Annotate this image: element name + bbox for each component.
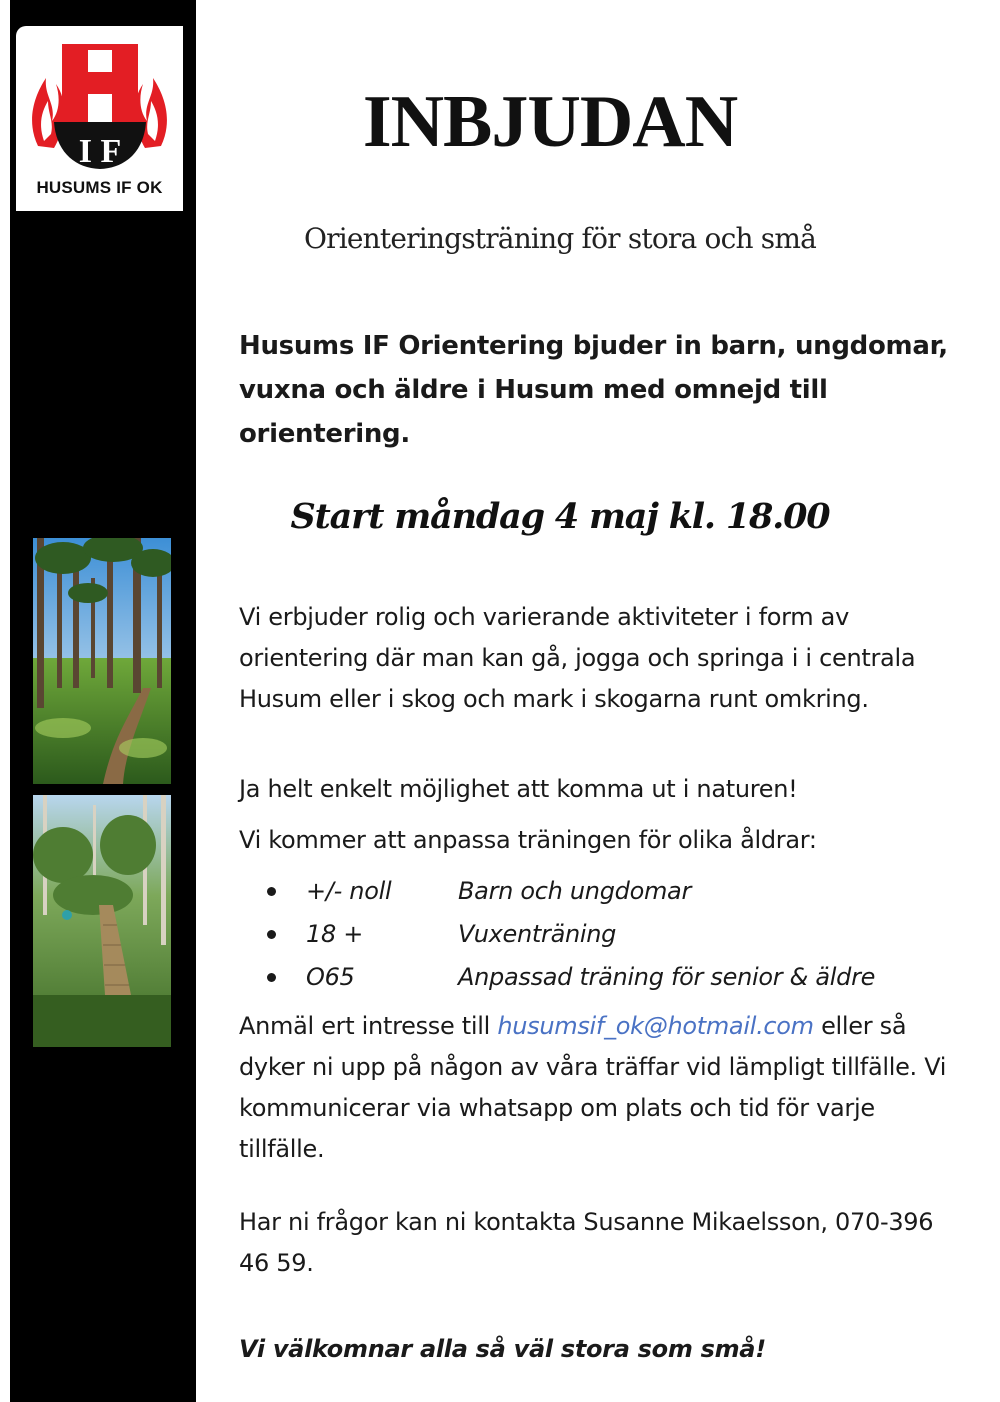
start-date: Start måndag 4 maj kl. 18.00 (290, 496, 830, 537)
ages-intro: Vi kommer att anpassa träningen för olika åldrar: (239, 826, 817, 854)
forest-photo (33, 538, 171, 784)
boardwalk-photo (33, 795, 171, 1047)
intro-text: Husums IF Orientering bjuder in barn, ungdomar, vuxna och äldre i Husum med omnejd till orientering. (239, 331, 948, 449)
bullet-icon (267, 887, 276, 896)
husums-logo-icon (16, 26, 183, 176)
group-description: Vuxenträning (458, 920, 617, 948)
club-logo (16, 26, 183, 211)
page-title: INBJUDAN (362, 81, 738, 163)
list-item (262, 870, 962, 913)
age-groups-list (262, 870, 962, 999)
bullet-icon (267, 973, 276, 982)
list-item (262, 956, 962, 999)
list-item (262, 913, 962, 956)
club-name: HUSUMS IF OK (36, 178, 163, 197)
logo-letters: I F (78, 133, 122, 170)
email-link[interactable]: husumsif_ok@hotmail.com (497, 1012, 814, 1040)
signup-paragraph (239, 1006, 959, 1170)
activities-paragraph: Vi erbjuder rolig och varierande aktiviteter i form av orientering där man kan gå, jogga och springa i i centrala Husum eller i skog och mark i skogarna runt omkring. (239, 603, 916, 713)
group-age: +/- noll (306, 877, 392, 905)
group-age: O65 (306, 963, 355, 991)
group-age: 18 + (306, 920, 364, 948)
signup-text-rest: eller så dyker ni upp på någon av våra träffar vid lämpligt tillfälle. Vi kommunicerar via whatsapp om plats och tid för varje tillfälle. (239, 1012, 947, 1163)
group-description: Barn och ungdomar (458, 877, 692, 905)
signup-text: Anmäl ert intresse till (239, 1012, 498, 1040)
bullet-icon (267, 930, 276, 939)
closing-line: Vi välkomnar alla så väl stora som små! (239, 1335, 766, 1363)
group-description: Anpassad träning för senior & äldre (458, 963, 876, 991)
subtitle: Orienteringsträning för stora och små (303, 222, 816, 255)
nature-paragraph: Ja helt enkelt möjlighet att komma ut i naturen! (239, 775, 798, 803)
contact-paragraph: Har ni frågor kan ni kontakta Susanne Mikaelsson, 070-396 46 59. (239, 1208, 934, 1277)
